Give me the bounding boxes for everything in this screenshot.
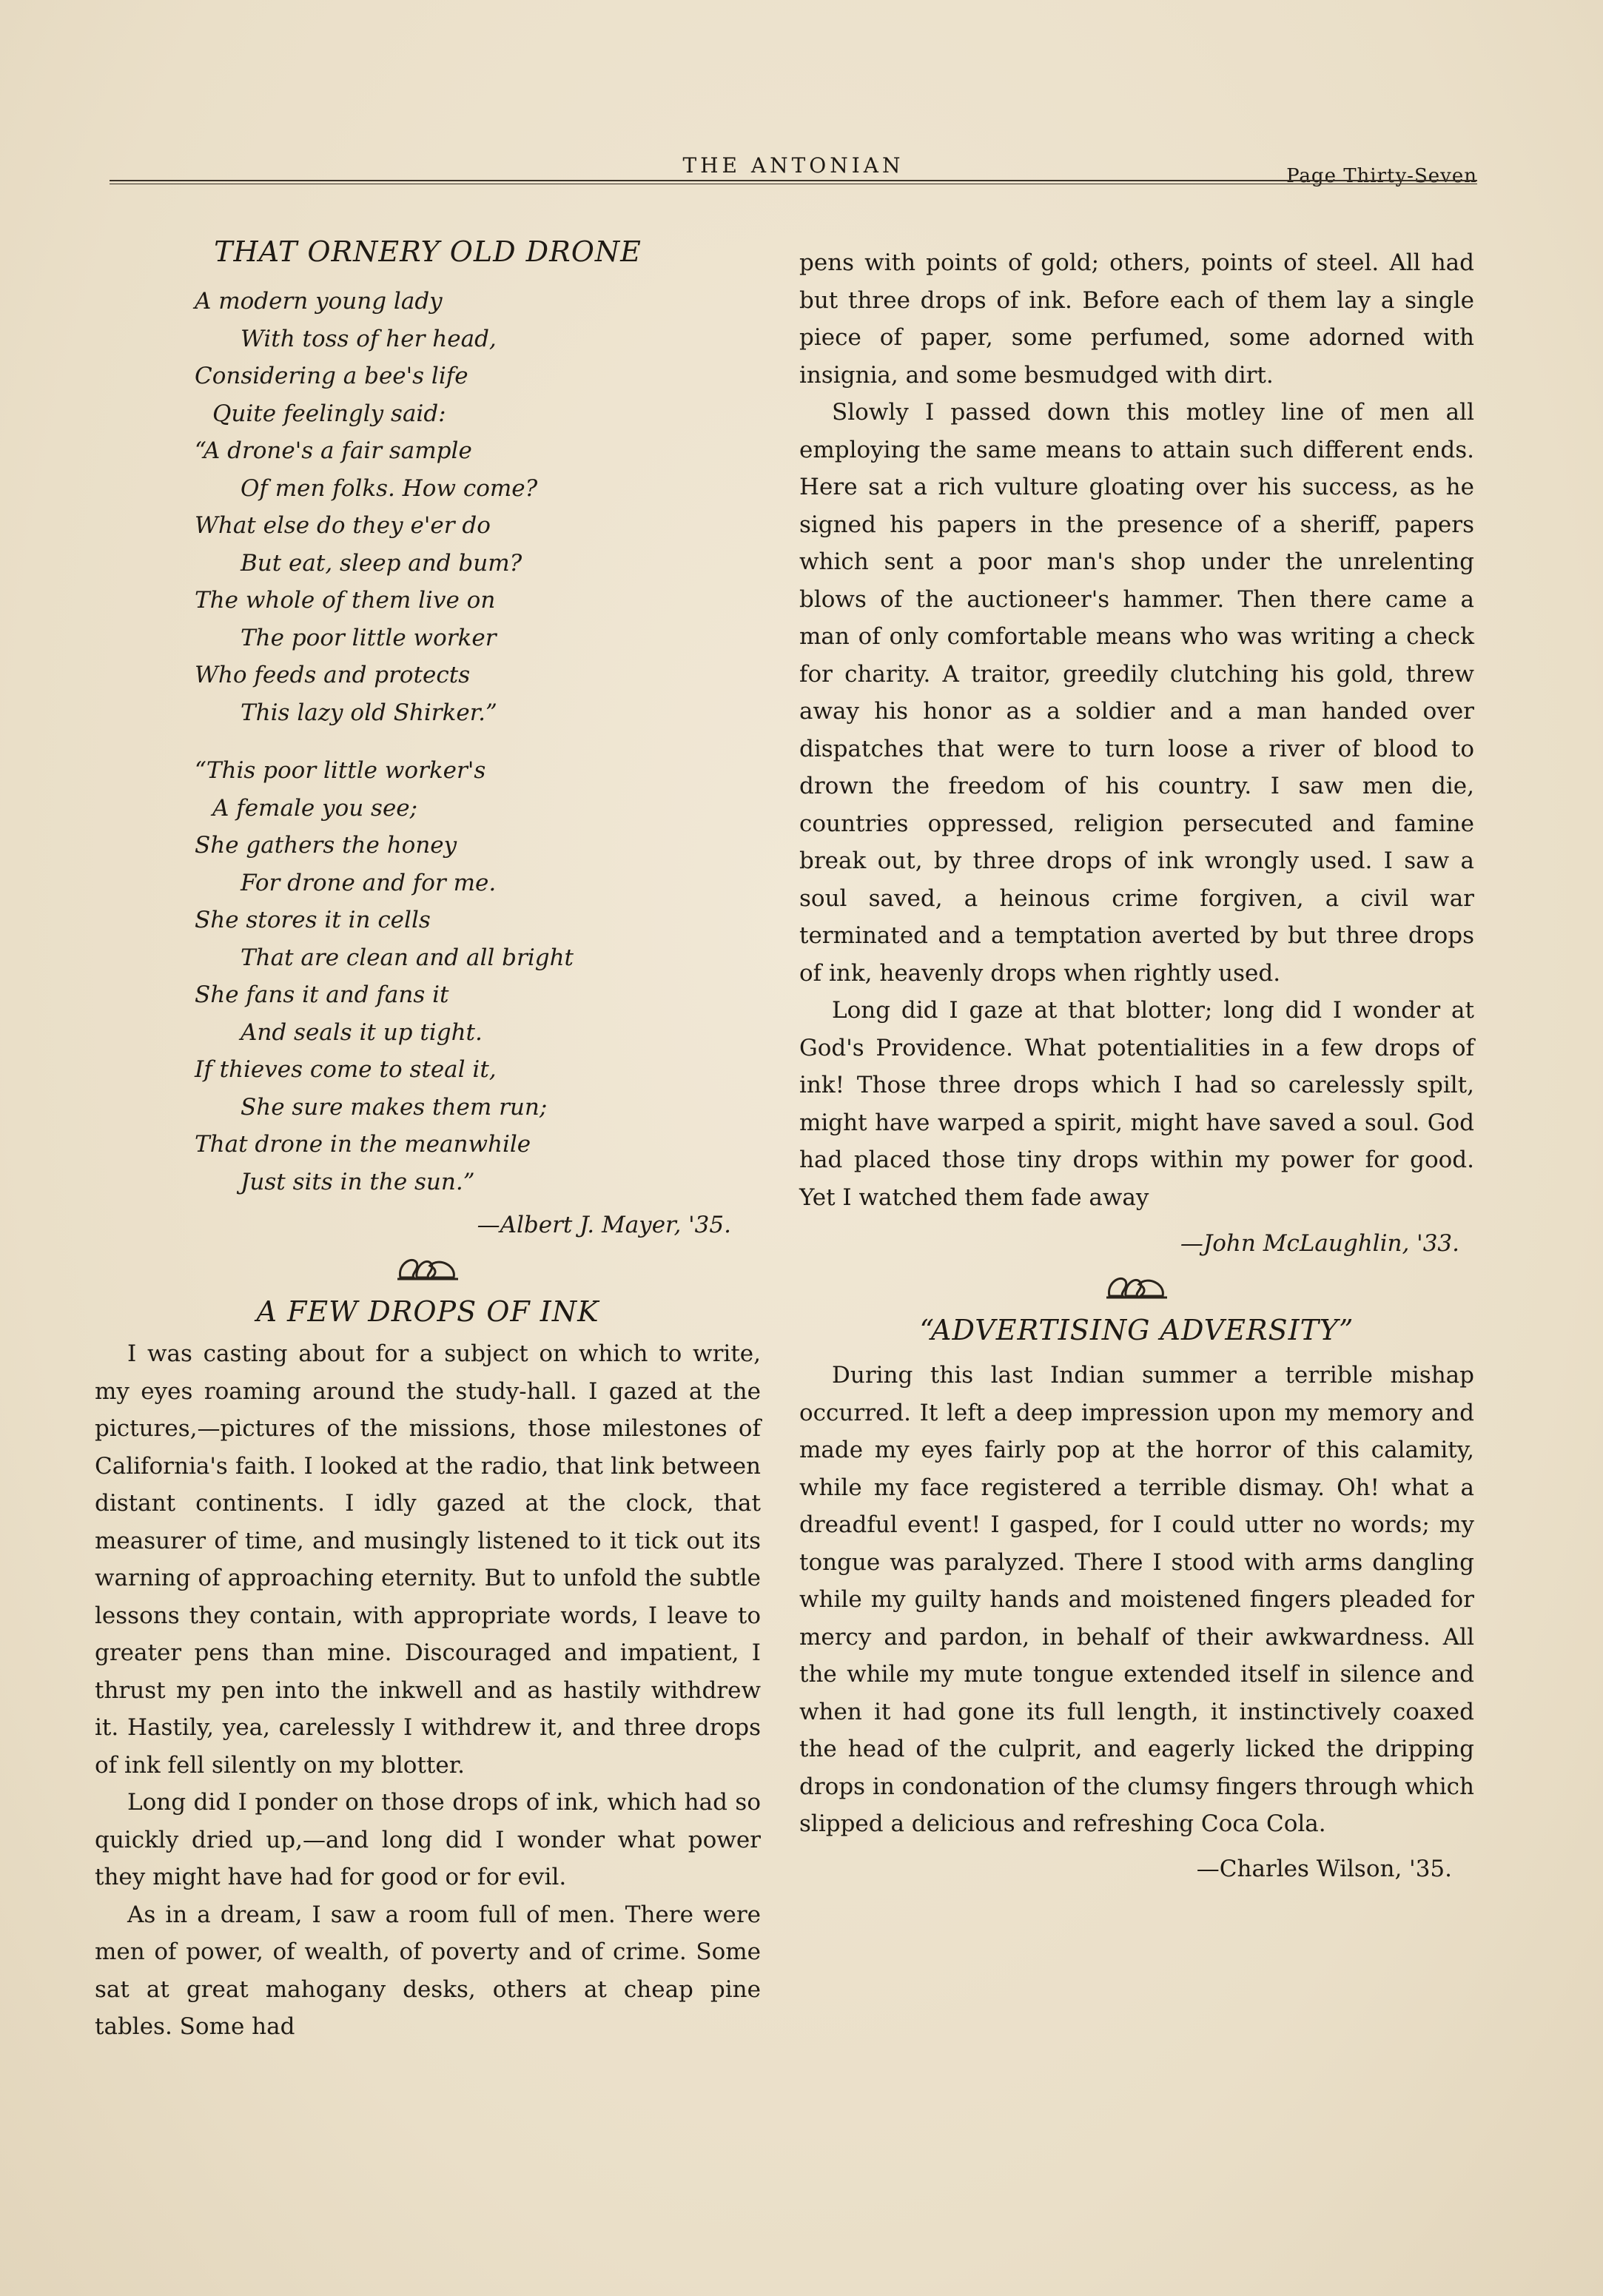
left-column [95, 222, 761, 2046]
ink-byline: —John McLaughlin, '33. [1180, 1230, 1459, 1257]
poem-line: If thieves come to steal it, [195, 1056, 497, 1083]
page-number: Page Thirty-Seven [1286, 165, 1477, 187]
poem-line: “A drone's a fair sample [195, 437, 472, 464]
poem-line: That are clean and all bright [241, 944, 574, 971]
stanza-gap [95, 731, 761, 752]
advert-article-title: “ADVERTISING ADVERSITY” [919, 1314, 1354, 1346]
poem-stanza-2 [95, 752, 761, 1201]
poem-line: But eat, sleep and bum? [241, 549, 522, 577]
poem-line: Of men folks. How come? [241, 474, 538, 502]
ink-paragraph-5: Slowly I passed down this motley line of men all employing the same means to attain such different ends. Here sat a rich vulture gloating over his success, as he signed his papers in the presence of a sheriff, papers which sent a poor man's shop under the unrelenting blows of the auctioneer's hammer. Then there came a man of only comfortable means who was writing a check for charity. A traitor, greedily clutching his gold, threw away his honor as a soldier and a man handed over dispatches that were to turn loose a river of blood to drown the freedom of his country. I saw men die, countries oppressed, religion persecuted and famine break out, by three drops of ink wrongly used. I saw a soul saved, a heinous crime forgiven, a civil war terminated and a temptation averted by but three drops of ink, heavenly drops when rightly used. [799, 399, 1474, 987]
advert-byline: —Charles Wilson, '35. [1196, 1855, 1452, 1882]
poem-line: This lazy old Shirker.” [241, 699, 497, 726]
poem-line: Just sits in the sun.” [241, 1168, 475, 1195]
poem-line: She gathers the honey [195, 832, 457, 859]
magazine-title: THE ANTONIAN [682, 153, 904, 178]
header-rule [110, 180, 1477, 184]
poem-line: “This poor little worker's [195, 757, 486, 784]
ink-paragraph-1: I was casting about for a subject on which to write, my eyes roaming around the study-hall. I gazed at the pictures,—pictures of the missions, those milestones of California's faith. I looked at the radio, that link between distant continents. I idly gazed at the clock, that measurer of time, and musingly listened to it tick out its warning of approaching eternity. But to unfold the subtle lessons they contain, with appropriate words, I leave to greater pens than mine. Discouraged and impatient, I thrust my pen into the inkwell and as hastily withdrew it. Hastily, yea, carelessly I withdrew it, and three drops of ink fell silently on my blotter. [95, 1340, 761, 1779]
poem-line: Who feeds and protects [195, 662, 471, 688]
poem-line: She sure makes them run; [241, 1093, 548, 1121]
poem-line: That drone in the meanwhile [195, 1131, 531, 1158]
poem-line: Considering a bee's life [195, 363, 468, 389]
poem-line: The poor little worker [241, 624, 497, 651]
poem-line: With toss of her head, [241, 325, 497, 352]
poem-line: A female you see; [212, 794, 418, 822]
ink-paragraph-6: Long did I gaze at that blotter; long did I wonder at God's Providence. What potentialities in a few drops of ink! Those three drops which I had so carelessly spilt, might have warped a spirit, might have saved a soul. God had placed those tiny drops within my power for good. Yet I watched them fade away [799, 997, 1474, 1211]
poem-line: The whole of them live on [195, 587, 496, 614]
ornament-icon [799, 1268, 1474, 1305]
ink-paragraph-3: As in a dream, I saw a room full of men. There were men of power, of wealth, of poverty and of crime. Some sat at great mahogany desks, others at cheap pine tables. Some had [95, 1901, 761, 2040]
poem-stanza-1 [95, 283, 761, 731]
right-column [799, 244, 1474, 1887]
poem-line: And seals it up tight. [241, 1018, 483, 1046]
ornament-icon [95, 1249, 761, 1286]
ink-paragraph-2: Long did I ponder on those drops of ink, which had so quickly dried up,—and long did I wonder what power they might have had for good or for evil. [95, 1789, 761, 1890]
ink-paragraph-4: pens with points of gold; others, points of steel. All had but three drops of ink. Before each of them lay a single piece of paper, some perfumed, some adorned with insignia, and some besmudged with dirt. [799, 249, 1474, 389]
poem-line: She fans it and fans it [195, 981, 449, 1008]
ink-article-title: A FEW DROPS OF INK [256, 1295, 599, 1328]
poem-byline: —Albert J. Mayer, '35. [477, 1212, 731, 1238]
page-header [110, 152, 1477, 189]
poem-line: For drone and for me. [241, 869, 497, 896]
poem-title: THAT ORNERY OLD DRONE [214, 235, 642, 268]
poem-line: What else do they e'er do [195, 512, 491, 539]
poem-line: She stores it in cells [195, 907, 431, 933]
poem-line: Quite feelingly said: [212, 400, 446, 427]
advert-paragraph-1: During this last Indian summer a terrible mishap occurred. It left a deep impression upon my memory and made my eyes fairly pop at the horror of this calamity, while my face registered a terrible dismay. Oh! what a dreadful event! I gasped, for I could utter no words; my tongue was paralyzed. There I stood with arms dangling while my guilty hands and moistened fingers pleaded for mercy and pardon, in behalf of their awkwardness. All the while my mute tongue extended itself in silence and when it had gone its full length, it instinctively coaxed the head of the culprit, and eagerly licked the dripping drops in condonation of the clumsy fingers through which slipped a delicious and refreshing Coca Cola. [799, 1362, 1474, 1837]
poem-line: A modern young lady [195, 288, 443, 315]
